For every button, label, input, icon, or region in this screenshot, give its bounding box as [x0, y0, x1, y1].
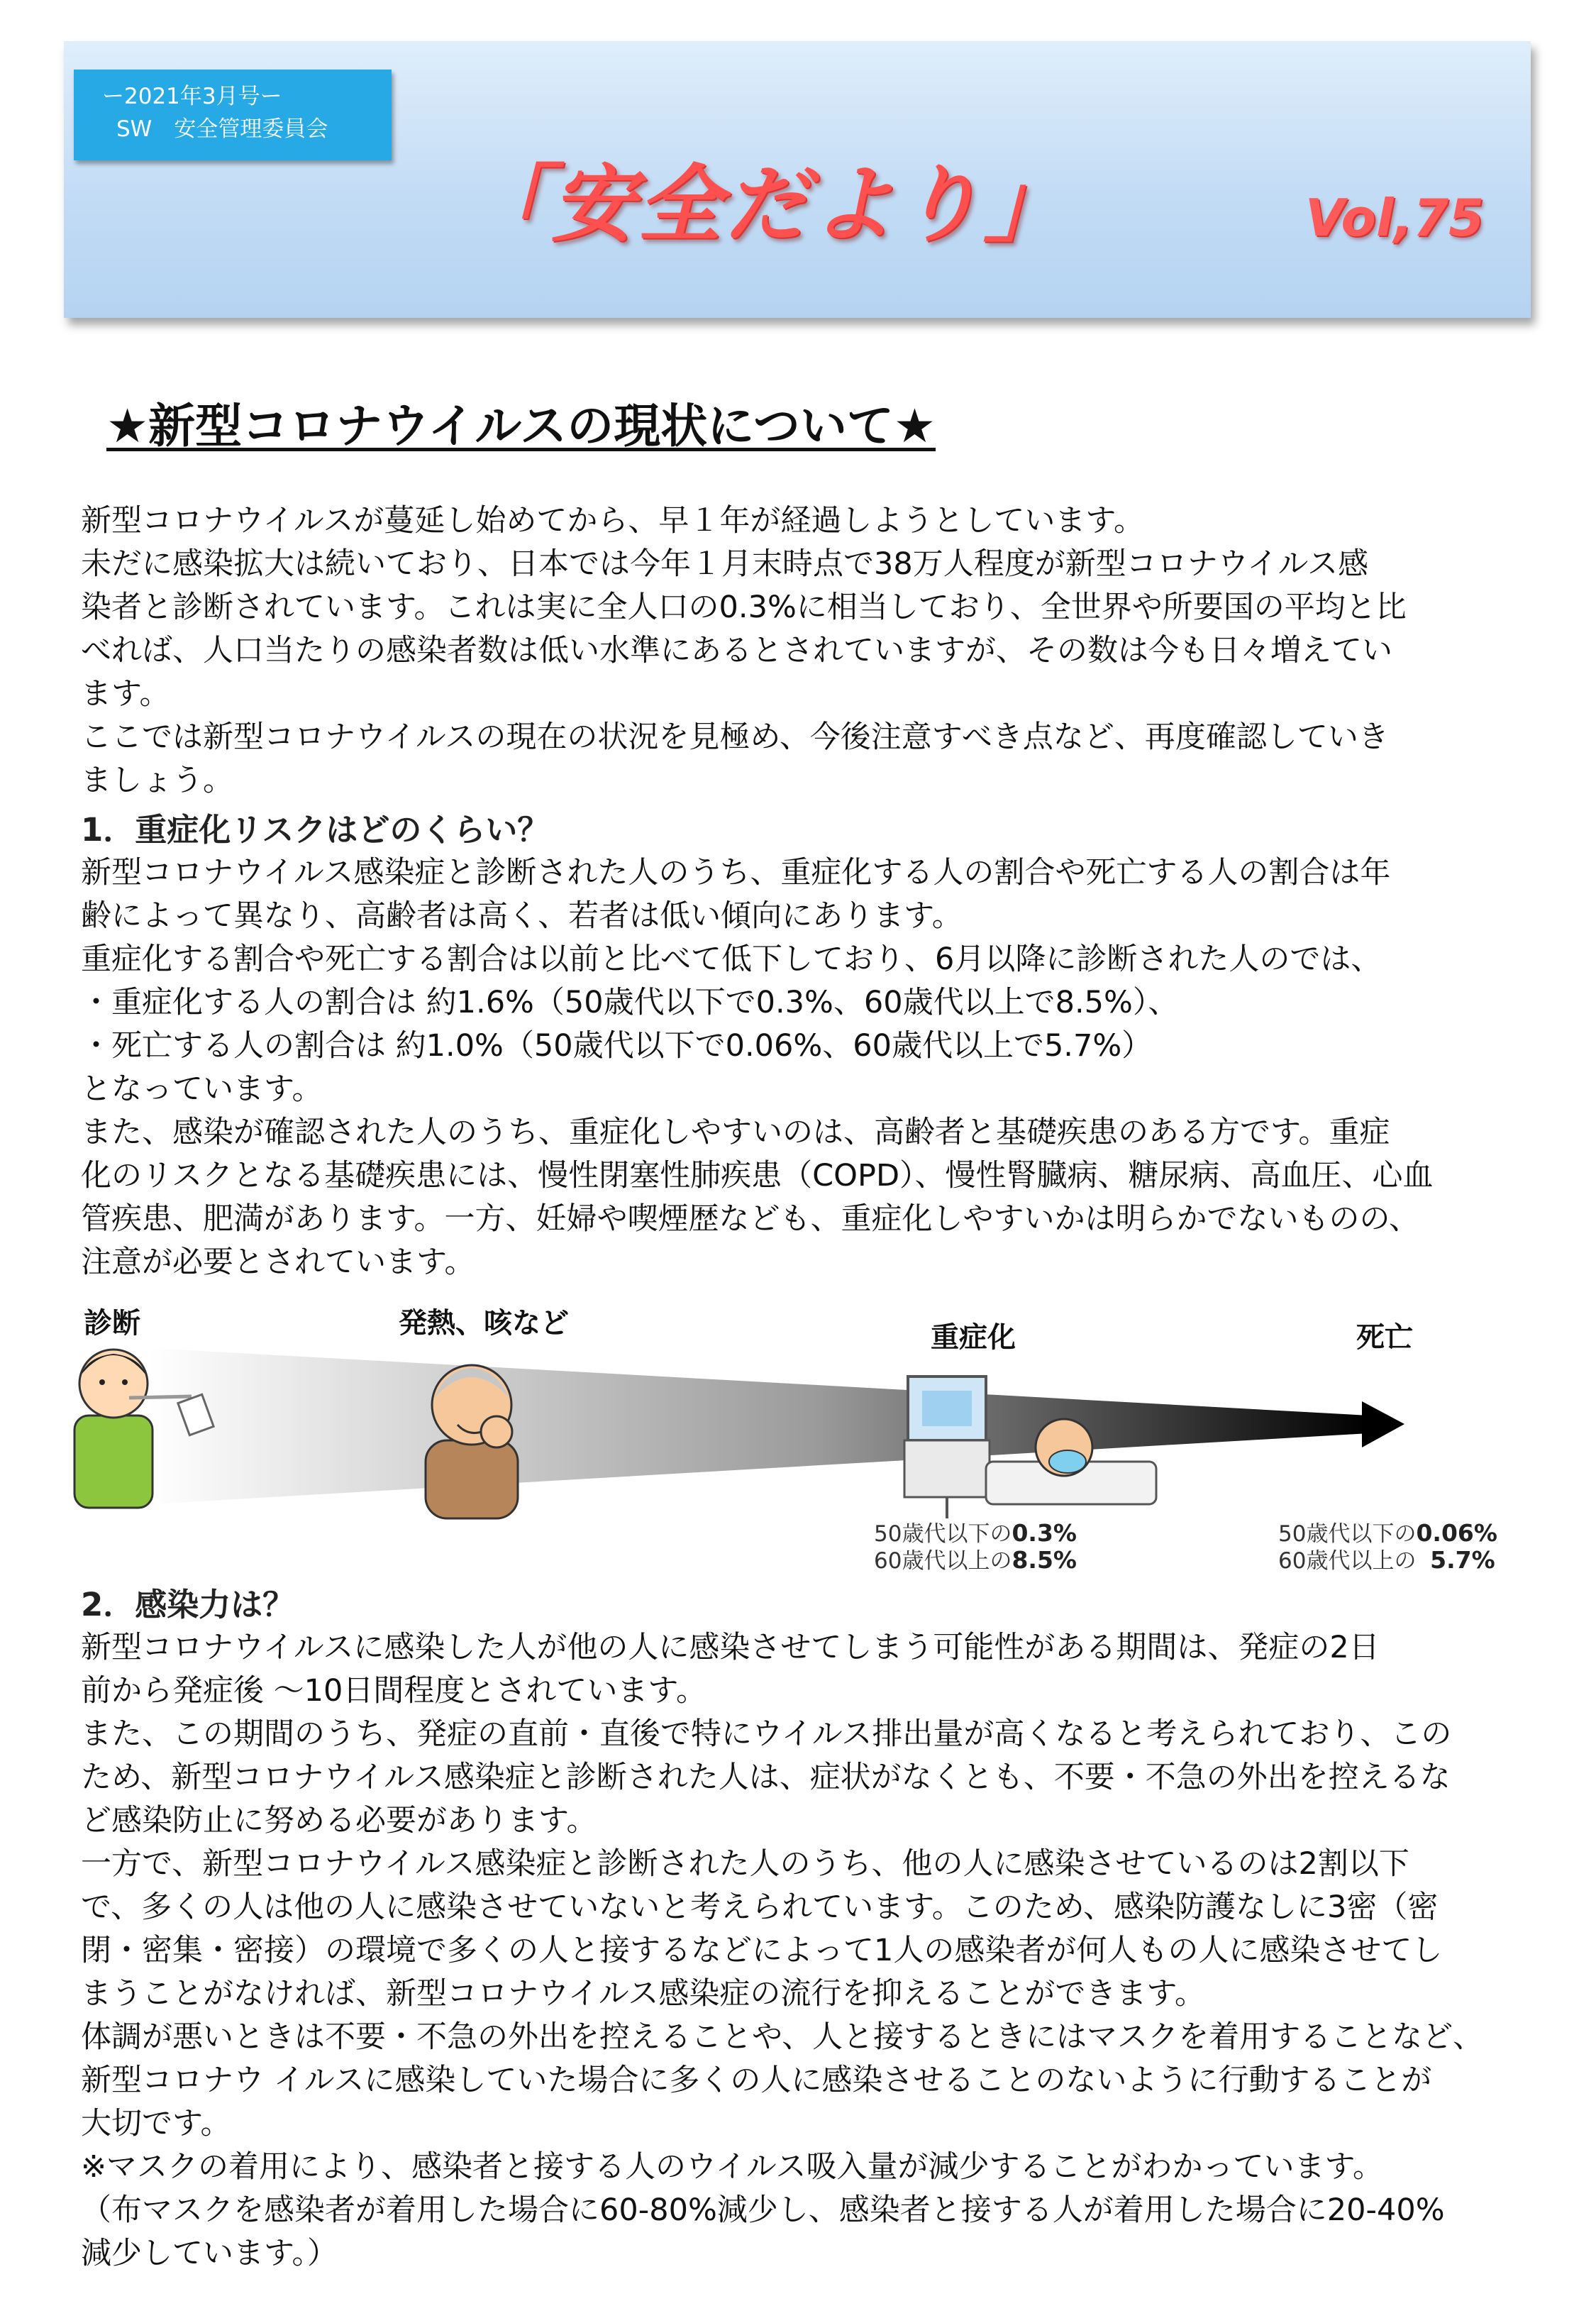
issue-date: ー2021年3月号ー — [102, 84, 282, 109]
q2-heading: 2．感染力は？ — [81, 1586, 295, 1623]
intro-paragraph: 新型コロナウイルスが蔓延し始めてから、早１年が経過しようとしています。 未だに感染拡大は続いており、日本では今年１月末時点で38万人程度が新型コロナウイルス感 染者と診断されています。これは実に全人口の0.3%に相当しており、全世界や所要国の平均と比 べれば、人口当たりの感染者数は低い水準にあるとされていますが、その数は今も日々増えてい ます。 ここでは新型コロナウイルスの現在の状況を見極め、今後注意すべき点など、再度確認していき ましょう。 — [81, 503, 1407, 798]
severe-over60-stat: 60歳代以上の8.5% — [874, 1546, 1077, 1574]
issue-badge — [74, 70, 392, 160]
severity-diagram — [71, 1291, 1575, 1589]
stage-fever-label: 発熱、咳など — [399, 1307, 569, 1340]
section-title: ★新型コロナウイルスの現状について★ — [106, 399, 936, 453]
death-over60-stat: 60歳代以上の 5.7% — [1278, 1546, 1495, 1574]
arrow-head-icon — [1362, 1401, 1404, 1447]
stage-diagnosis-label: 診断 — [84, 1307, 140, 1340]
coughing-person-icon — [426, 1365, 518, 1518]
volume-number: Vol,75 — [1305, 188, 1485, 248]
stage-severe-label: 重症化 — [931, 1321, 1016, 1354]
severe-under50-stat: 50歳代以下の0.3% — [874, 1519, 1077, 1547]
newsletter-title: 「安全だより」 — [465, 155, 1071, 253]
q2-body: 新型コロナウイルスに感染した人が他の人に感染させてしまう可能性がある期間は、発症の2日 前から発症後 ～10日間程度とされています。 また、この期間のうち、発症の直前・直後で特にウイルス排出量が高くなると考えられており、この ため、新型コロナウイルス感染症と診断された人は、症状がなくとも、不要・不急の外出を控えるな ど感染防止に努める必要があります。 一方で、新型コロナウイルス感染症と診断された人のうち、他の人に感染させているのは2割以下 で、多くの人は他の人に感染させていないと考えられています。このため、感染防護なしに3密（密 閉・密集・密接）の環境で多くの人と接するなどによって1人の感染者が何人もの人に感染させてし まうことがなければ、新型コロナウイルス感染症の流行を抑えることができます。 体調が悪いときは不要・不急の外出を控えることや、人と接するときにはマスクを着用することなど、 新型コロナウ イルスに感染していた場合に多くの人に感染させることのないように行動することが 大切です。 ※マスクの着用により、感染者と接する人のウイルス吸入量が減少することがわかっています。 （布マスクを感染者が着用した場合に60-80%減少し、感染者と接する人が着用した場合に20-40% 減少しています。） — [81, 1630, 1484, 2271]
progression-wedge — [149, 1348, 1369, 1504]
committee-name: SW 安全管理委員会 — [116, 116, 328, 142]
q1-body: 新型コロナウイルス感染症と診断された人のうち、重症化する人の割合や死亡する人の割合は年 齢によって異なり、高齢者は高く、若者は低い傾向にあります。 重症化する割合や死亡する割合は以前と比べて低下しており、6月以降に診断された人のでは、 ・重症化する人の割合は 約1.6%（50歳代以下で0.3%、60歳代以上で8.5%）、 ・死亡する人の割合は 約1.0%（50歳代以下で0.06%、60歳代以上で5.7%） となっています。 また、感染が確認された人のうち、重症化しやすいのは、高齢者と基礎疾患のある方です。重症 化のリスクとなる基礎疾患には、慢性閉塞性肺疾患（COPD）、慢性腎臓病、糖尿病、高血圧、心血 管疾患、肥満があります。一方、妊婦や喫煙歴なども、重症化しやすいかは明らかでないものの、 注意が必要とされています。 — [81, 855, 1434, 1280]
death-under50-stat: 50歳代以下の0.06% — [1278, 1519, 1497, 1547]
q1-heading: 1．重症化リスクはどのくらい？ — [81, 811, 550, 849]
stage-death-label: 死亡 — [1356, 1321, 1413, 1354]
